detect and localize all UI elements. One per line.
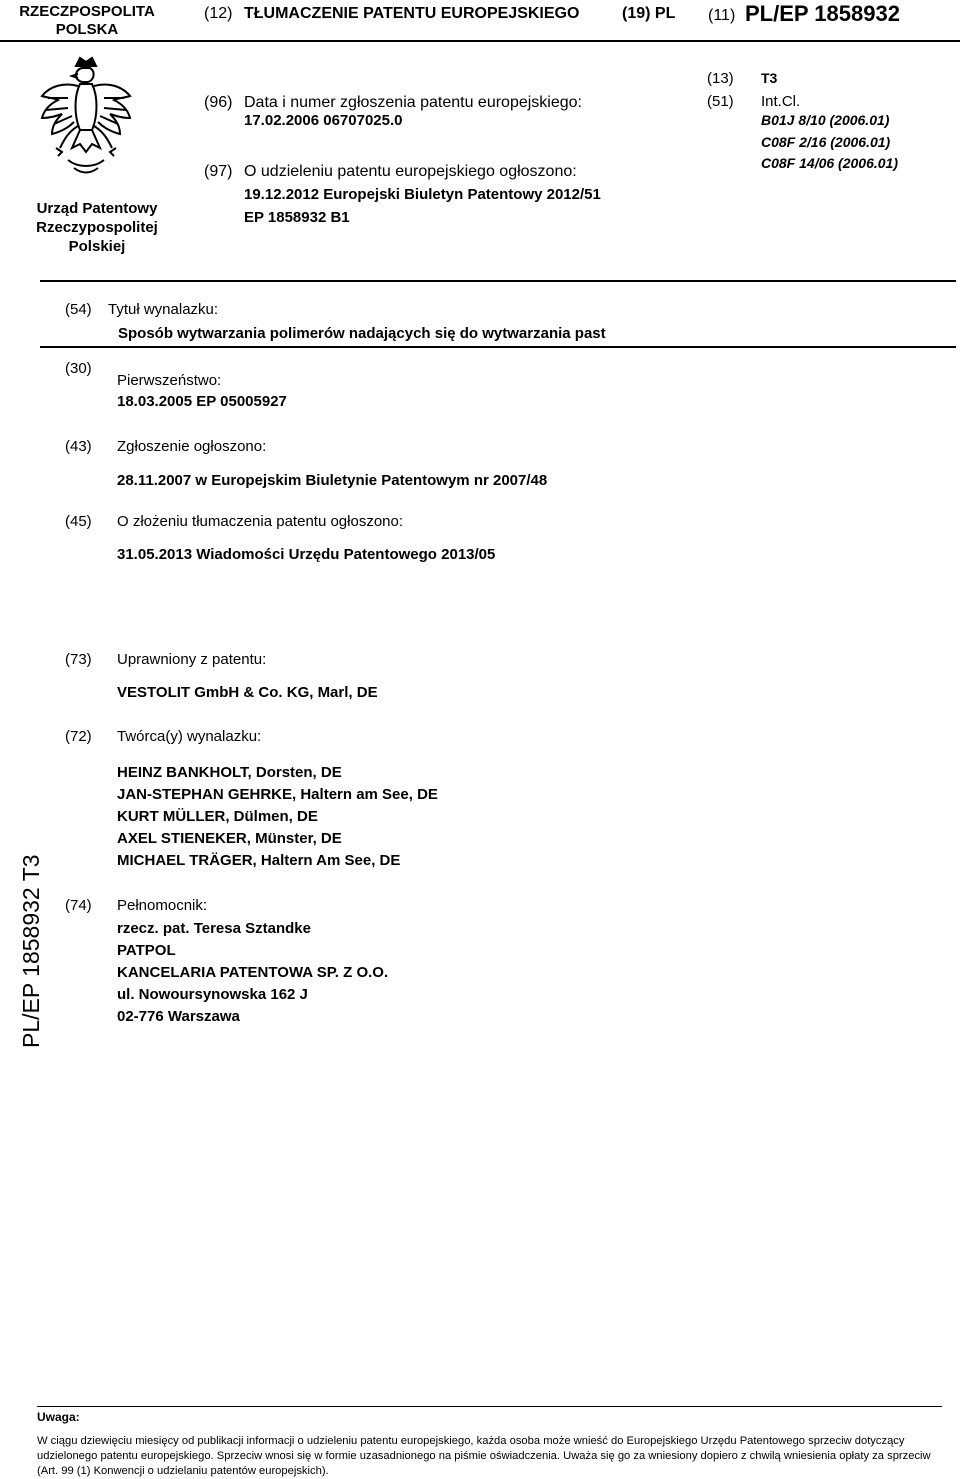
code-19: (19) PL: [622, 5, 676, 22]
patent-office-name: [22, 199, 172, 256]
attorney-line: rzecz. pat. Teresa Sztandke: [117, 920, 311, 937]
code-73: (73): [65, 651, 92, 668]
inventor-name: KURT MÜLLER, Dülmen, DE: [117, 808, 318, 825]
class-entry: C08F 2/16 (2006.01): [761, 134, 891, 150]
inventor-name: JAN-STEPHAN GEHRKE, Haltern am See, DE: [117, 786, 438, 803]
document-type: TŁUMACZENIE PATENTU EUROPEJSKIEGO: [244, 5, 580, 22]
class-entry: C08F 14/06 (2006.01): [761, 155, 898, 171]
inventor-name: AXEL STIENEKER, Münster, DE: [117, 830, 342, 847]
notice-text: W ciągu dziewięciu miesięcy od publikacji informacji o udzieleniu patentu europejskiego, każda osoba może wnieść do Europejskiego Urzędu Patentowego sprzeciw dotyczący udzielonego patentu europejskiego. Sprzeciw wnosi się w formie uzasadnionego na piśmie oświadczenia. Uważa się go za wniesiony dopiero z chwilą wniesienia opłaty za sprzeciw (Art. 99 (1) Konwencji o udzielaniu patentów europejskich).: [37, 1435, 931, 1477]
attorney-label: Pełnomocnik:: [117, 897, 208, 914]
grant-publication: EP 1858932 B1: [244, 209, 350, 226]
code-72: (72): [65, 728, 92, 745]
code-45: (45): [65, 513, 92, 530]
office-line-3: Polskiej: [68, 238, 126, 255]
country-line-1: RZECZPOSPOLITA: [19, 3, 155, 20]
invention-title: Sposób wytwarzania polimerów nadających się do wytwarzania past: [118, 325, 606, 342]
office-line-2: Rzeczypospolitej: [36, 219, 158, 236]
attorney-line: KANCELARIA PATENTOWA SP. Z O.O.: [117, 964, 389, 981]
patent-number: PL/EP 1858932: [745, 1, 900, 26]
attorney-lines: [117, 918, 388, 1028]
title-top-divider: [40, 280, 956, 282]
polish-eagle-emblem-icon: [38, 52, 134, 178]
side-patent-label: PL/EP 1858932 T3: [18, 854, 44, 1048]
proprietor-label: Uprawniony z patentu:: [117, 651, 267, 668]
country-name: [18, 3, 156, 39]
country-line-2: POLSKA: [55, 21, 119, 38]
notice-divider: [37, 1406, 942, 1407]
attorney-line: 02-776 Warszawa: [117, 1008, 240, 1025]
code-30: (30): [65, 360, 92, 377]
translation-value: 31.05.2013 Wiadomości Urzędu Patentowego 2013/05: [117, 546, 496, 563]
header-divider: [0, 40, 960, 42]
inventor-name: MICHAEL TRÄGER, Haltern Am See, DE: [117, 852, 401, 869]
code-43: (43): [65, 438, 92, 455]
title-bottom-divider: [40, 346, 956, 348]
inventors-list: [117, 762, 438, 872]
code-11: (11): [708, 7, 736, 24]
code-74: (74): [65, 897, 92, 914]
class-entry: B01J 8/10 (2006.01): [761, 112, 890, 128]
office-line-1: Urząd Patentowy: [36, 200, 158, 217]
grant-label: O udzieleniu patentu europejskiego ogłoszono:: [244, 163, 577, 180]
inventor-name: HEINZ BANKHOLT, Dorsten, DE: [117, 764, 342, 781]
filing-value: 17.02.2006 06707025.0: [244, 112, 403, 129]
attorney-line: PATPOL: [117, 942, 176, 959]
code-54: (54): [65, 301, 92, 318]
translation-label: O złożeniu tłumaczenia patentu ogłoszono:: [117, 513, 404, 530]
code-13: (13): [707, 70, 734, 87]
filing-label: Data i numer zgłoszenia patentu europejskiego:: [244, 94, 582, 111]
kind-code: T3: [761, 70, 778, 86]
int-cl-label: Int.Cl.: [761, 93, 801, 110]
code-12: (12): [204, 5, 233, 22]
inventors-label: Twórca(y) wynalazku:: [117, 728, 262, 745]
notice-heading: Uwaga:: [37, 1410, 80, 1424]
publication-label: Zgłoszenie ogłoszono:: [117, 438, 267, 455]
priority-label: Pierwszeństwo:: [117, 372, 222, 389]
proprietor-value: VESTOLIT GmbH & Co. KG, Marl, DE: [117, 684, 378, 701]
attorney-line: ul. Nowoursynowska 162 J: [117, 986, 308, 1003]
priority-value: 18.03.2005 EP 05005927: [117, 393, 287, 410]
code-51: (51): [707, 93, 734, 110]
grant-value: 19.12.2012 Europejski Biuletyn Patentowy 2012/51: [244, 186, 601, 203]
code-96: (96): [204, 94, 233, 111]
code-97: (97): [204, 163, 233, 180]
publication-value: 28.11.2007 w Europejskim Biuletynie Patentowym nr 2007/48: [117, 472, 548, 489]
title-label: Tytuł wynalazku:: [108, 301, 219, 318]
